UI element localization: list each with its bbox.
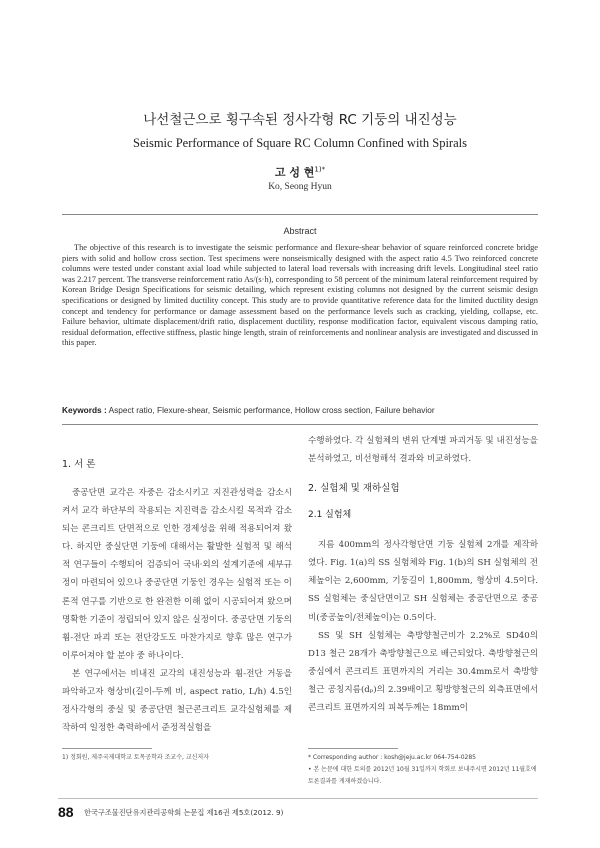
specimen-paragraph-1: 지름 400mm의 정사각형단면 기둥 실험체 2개를 제작하였다. Fig. 1(a)의 SS 실험체와 Fig. 1(b)의 SH 실험체의 전체높이는 2,600mm, 기둥길이 1,800mm, 형상비 4.5이다. SS 실험체는 중실단면이고 SH 실험체는 중공단면으로 중공비(중공높이/전체높이)는 0.5이다. bbox=[308, 540, 538, 623]
section-1-title: 1. 서 론 bbox=[62, 459, 96, 470]
footnote-rule-left bbox=[62, 748, 152, 749]
journal-running-footer: 한국구조물진단유지관리공학회 논문집 제16권 제5호(2012. 9) bbox=[84, 808, 284, 817]
section-2-title: 2. 실험체 및 재하실험 bbox=[308, 483, 400, 495]
abstract-top-rule bbox=[62, 214, 538, 215]
footnote-rule-right bbox=[308, 748, 398, 749]
intro-paragraph-continued: 수행하였다. 각 실험체의 변위 단계별 파괴거동 및 내진성능을 분석하였고, 비선형해석 결과와 비교하였다. bbox=[308, 436, 538, 465]
subsection-2-1-title: 2.1 실험체 bbox=[308, 510, 352, 521]
keywords-list: Aspect ratio, Flexure-shear, Seismic performance, Hollow cross section, Failure behavior bbox=[106, 405, 435, 415]
intro-paragraph-2: 본 연구에서는 비내진 교각의 내진성능과 휨-전단 거동을 파악하고자 형상비(길이-두께 비, aspect ratio, L/h) 4.5인 정사각형의 중실 및 중공단면 철근콘크리트 교각실험체를 제작하여 일정한 축력하에서 준정적실험을 bbox=[62, 668, 292, 734]
specimen-paragraph-2: SS 및 SH 실험체는 축방향철근비가 2.2%로 SD40의 D13 철근 28개가 축방향철근으로 배근되었다. 축방향철근의 중심에서 콘크리트 표면까지의 거리는 30.4mm로서 축방향철근 공칭지름(dₚ)의 2.39배이고 횡방향철근의 외측표면에서 콘크리트 표면까지의 피복두께는 18mm이 bbox=[308, 630, 538, 714]
footer-rule bbox=[58, 798, 538, 799]
abstract-bottom-rule bbox=[62, 424, 538, 425]
abstract-heading: Abstract bbox=[283, 226, 317, 236]
right-column bbox=[308, 432, 538, 717]
page-number: 88 bbox=[58, 804, 74, 820]
intro-paragraph-1: 중공단면 교각은 자중은 감소시키고 지진관성력을 감소시켜서 교각 하단부의 작용되는 지진력을 감소시킬 목적과 감소되는 콘크리트 단면적으로 인한 경제성을 위해 적용되어져 왔다. 하지만 중실단면 기둥에 대해서는 활발한 실험적 및 해석적 연구들이 수행되어 검증되어 국내·외의 설계기준에 세부규정이 마련되어 있으나 중공단면 기둥인 경우는 실험적 또는 이론적 연구를 기반으로 한 완전한 이해 없이 시공되어져 왔으며 명확한 기준이 정립되어 있지 않은 실정이다. 중공단면 기둥의 휨-전단 파괴 또는 전단강도도 마찬가지로 향후 많은 연구가 이루어져야 할 분야 중 하나이다. bbox=[62, 488, 292, 661]
paper-title-english: Seismic Performance of Square RC Column Confined with Spirals bbox=[133, 136, 467, 150]
author-korean bbox=[0, 164, 600, 180]
author-name: 고 성 현 bbox=[274, 166, 315, 179]
keywords bbox=[62, 405, 538, 415]
keywords-label: Keywords : bbox=[62, 405, 107, 415]
footnote-corresponding-author: * Corresponding author : kosh@jeju.ac.kr 064-754-0285 bbox=[308, 754, 476, 761]
abstract-body bbox=[62, 243, 538, 349]
left-column bbox=[62, 448, 292, 737]
author-affiliation-mark: 1)* bbox=[314, 165, 326, 174]
paper-title-korean: 나선철근으로 횡구속된 정사각형 RC 기둥의 내진성능 bbox=[143, 112, 457, 128]
footnote-discussion-notice: • 본 논문에 대한 토의를 2012년 10월 31일까지 학회로 보내주시면 2012년 11월호에 토론결과를 게재하겠습니다. bbox=[308, 766, 537, 785]
footnote-affiliation: 1) 정회원, 제주국제대학교 토목공학과 조교수, 교신저자 bbox=[62, 754, 210, 761]
author-english: Ko, Seong Hyun bbox=[268, 182, 332, 192]
abstract-text: The objective of this research is to investigate the seismic performance and flexure-shear behavior of square reinforced concrete bridge piers with solid and hollow cross section. Test specimens were nonseismically designed with the aspect ratio 4.5 Two reinforced concrete columns were tested under constant axial load while subjected to lateral load reversals with increasing drift levels. Longitudinal steel ratio was 2.217 percent. The transverse reinforcement ratio As/(s·h), corresponding to 58 percent of the minimum lateral reinforcement required by Korean Bridge Design Specifications for seismic detailing, which represent existing columns not designed by the current seismic design specifications or designed by limited ductility concept. This study are to provide quantitative reference data for the limited ductility design concept and tendency for performance or damage assessment based on the performance levels such as cracking, yielding, collapse, etc. Failure behavior, ultimate displacement/drift ratio, displacement ductility, response modification factor, equivalent viscous damping ratio, residual deformation, effective stiffness, plastic hinge length, strain of reinforcements and nonlinear analysis are investigated and discussed in this paper. bbox=[62, 243, 538, 348]
